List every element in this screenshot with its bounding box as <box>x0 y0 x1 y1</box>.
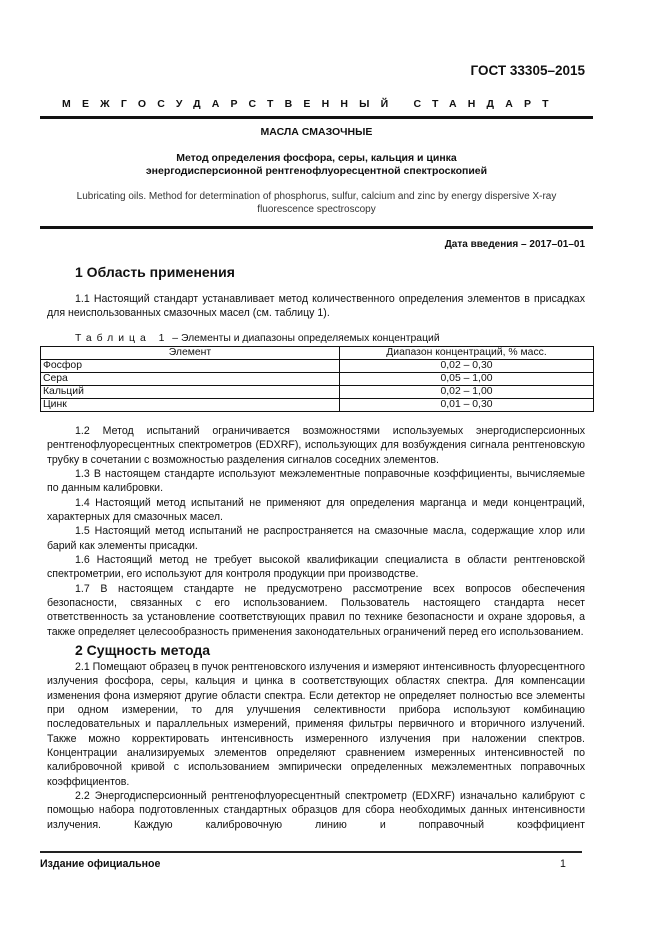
table-cell: Цинк <box>41 399 340 412</box>
footer-divider <box>40 851 582 853</box>
paragraph: 1.7 В настоящем стандарте не предусмотрено рассмотрение всех вопросов обеспечения безопасности, связанных с его использованием. Пользователь настоящего стандарта несет ответственность за установление соответствующих правил по технике безопасности и охране здоровья, а также определяет целесообразность применения законодательных ограничений перед его использованием. <box>47 582 585 638</box>
title-divider <box>40 226 593 229</box>
table-header: Элемент <box>41 347 340 360</box>
table-cell: Кальций <box>41 386 340 399</box>
paragraph: 2.2 Энергодисперсионный рентгенофлуоресцентный спектрометр (EDXRF) изначально калибруют с помощью набора подготовленных стандартных образцов для сбора необходимых данных интенсивности излучения. Каждую калибровочную линию и поправочный коэффициент <box>47 790 585 831</box>
table-cell: 0,02 – 0,30 <box>340 360 594 373</box>
header-divider <box>40 116 593 119</box>
table-row <box>41 373 594 386</box>
paragraph: 1.4 Настоящий метод испытаний не применяют для определения марганца и меди концентраций, характерных для смазочных масел. <box>47 496 585 524</box>
paragraph: 1.3 В настоящем стандарте используют межэлементные поправочные коэффициенты, вычисляемые по данным калибровки. <box>47 468 585 495</box>
edition-label: Издание официальное <box>40 858 161 870</box>
paragraph: 2.1 Помещают образец в пучок рентгеновского излучения и измеряют интенсивность флуоресцентного излучения фосфора, серы, кальция и цинка в соответствующих областях спектра. Для компенсации изменения фона измеряют другие области спектра. Если детектор не определяет полностью все элементы при одном измерении, то для улучшения селективности прибора используют комбинацию последовательных и параллельных измерений, применяя фильтры первичного и вторичного излучений. Также можно корректировать интенсивность измеренного излучения при наложении спектров. Концентрации анализируемых элементов определяют сравнением измеренных интенсивностей по калибровочной кривой с использованием эмпирически определенных межэлементных поправочных коэффициентов. <box>47 661 585 788</box>
paragraphs-1-2-to-1-7 <box>47 424 585 639</box>
table-header-row <box>41 347 594 360</box>
page-number: 1 <box>560 858 566 870</box>
standard-designation: ГОСТ 33305–2015 <box>470 63 585 78</box>
table-row <box>41 399 594 412</box>
paragraph: 1.6 Настоящий метод не требует высокой квалификации специалиста в области рентгеновской спектрометрии, его используют для контроля продукции при производстве. <box>47 554 585 581</box>
table-caption-text: – Элементы и диапазоны определяемых концентраций <box>169 333 440 344</box>
subtitle-line: Метод определения фосфора, серы, кальция и цинка <box>176 152 457 164</box>
table-caption-label: Таблица 1 <box>75 333 170 344</box>
subtitle-line: энергодисперсионной рентгенофлуоресцентной спектроскопией <box>145 165 488 177</box>
table-cell: Фосфор <box>41 360 340 373</box>
table-cell: 0,02 – 1,00 <box>340 386 594 399</box>
paragraph: 1.5 Настоящий метод испытаний не распространяется на смазочные масла, содержащие хлор или барий как элементы присадки. <box>47 525 585 552</box>
table-row <box>41 360 594 373</box>
english-title-line: fluorescence spectroscopy <box>257 204 376 215</box>
section-heading: 1 Область применения <box>75 264 235 280</box>
document-title: МАСЛА СМАЗОЧНЫЕ <box>260 126 373 138</box>
paragraph: 1.1 Настоящий стандарт устанавливает метод количественного определения элементов в присадках для неиспользованных смазочных масел (см. таблицу 1). <box>47 293 585 320</box>
english-title <box>40 190 593 216</box>
paragraph-1-1 <box>47 292 585 321</box>
paragraph: 1.2 Метод испытаний ограничивается возможностями используемых энергодисперсионных рентгенофлуоресцентных спектрометров (EDXRF), использующих для возбуждения сигнала рентгеновскую трубку в сочетании с возможностью разделения сигналов соседних элементов. <box>47 425 585 466</box>
elements-table <box>40 346 594 412</box>
table-cell: Сера <box>41 373 340 386</box>
paragraphs-section-2 <box>47 660 585 832</box>
table-cell: 0,05 – 1,00 <box>340 373 594 386</box>
document-subtitle <box>40 152 593 178</box>
table-row <box>41 386 594 399</box>
section-heading: 2 Сущность метода <box>75 642 211 658</box>
effective-date: Дата введения – 2017–01–01 <box>444 239 585 250</box>
table-cell: 0,01 – 0,30 <box>340 399 594 412</box>
standard-type: МЕЖГОСУДАРСТВЕННЫЙ СТАНДАРТ <box>62 98 560 110</box>
table-caption <box>75 333 440 344</box>
english-title-line: Lubricating oils. Method for determination of phosphorus, sulfur, calcium and zinc by energy dispersive X-ray <box>76 191 557 202</box>
table-header: Диапазон концентраций, % масс. <box>340 347 594 360</box>
